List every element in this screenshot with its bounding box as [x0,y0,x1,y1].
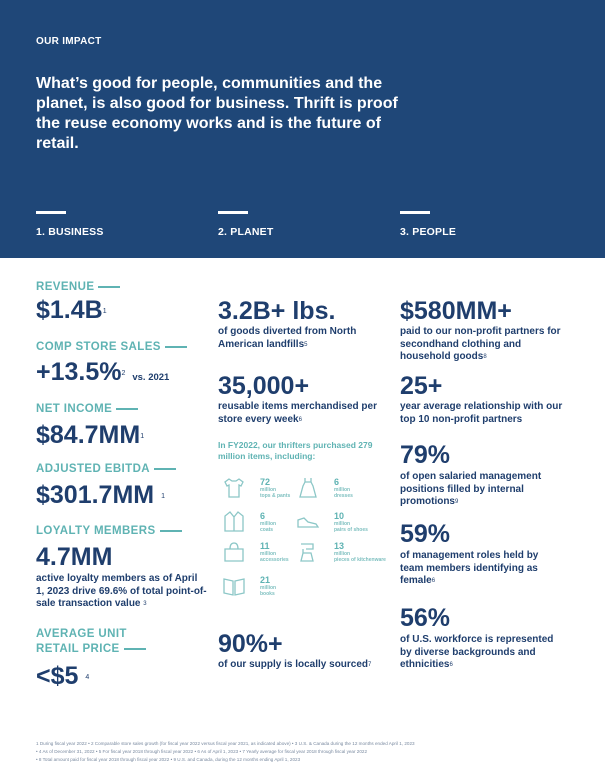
open-roles-value: 79% [400,441,451,469]
relationship-desc: year average relationship with our top 10 non-profit partners [400,401,563,425]
open-roles-desc: of open salaried management positions filled by internal promotions$^9$ [400,471,542,507]
diverse-value: 56% [400,604,451,632]
female-value: 59% [400,520,451,548]
ebitda-value: $301.7MM $^1$ [36,481,165,509]
female-desc: of management roles held by team members identifying as female$^6$ [400,550,539,586]
relationship-value: 25+ [400,372,443,400]
diverse-desc: of U.S. workforce is represented by diverse backgrounds and ethnicities$^6$ [400,634,554,670]
purchases-heading: In FY2022, our thrifters purchased 279 million items, including: [218,440,373,461]
pillar-label: 2. PLANET [218,225,274,238]
divider [218,211,248,214]
loyalty-desc: active loyalty members as of April 1, 2023 drive 69.6% of total point-of-sale transaction value $^3$ [36,573,207,609]
pillar-label: 1. BUSINESS [36,225,104,238]
ebitda-label: ADJUSTED EBITDA [36,462,176,477]
revenue-value: $\$1.4B^1$ [36,296,107,324]
comp-store-value: +13.5%$^2$ vs. 2021 [36,358,170,386]
footnote-line: 1 During fiscal year 2022 • 2 Comparable store sales growth (for fiscal year 2022 versus fiscal year 2021, as indicated above) • 3 U.S. & Canada during the 12 months ended April 1, 2023 [36,741,415,746]
mixer-icon [296,541,320,563]
footnote-line: • 8 Total amount paid for fiscal year 2018 through fiscal year 2022 • 9 U.S. and Canada, during the 12 months ending April 1, 2023 [36,757,301,762]
divider [36,211,66,214]
purchase-item: 72 million tops & pants [222,477,302,505]
net-income-label: NET INCOME [36,402,138,417]
local-desc: of our supply is locally sourced$^7$ [218,659,372,670]
footnote-line: • 4 As of December 31, 2022 • 5 For fiscal year 2018 through fiscal year 2022 • 6 As of April 1, 2023 • 7 Yearly average for fiscal year 2018 through fiscal year 2022 [36,749,367,754]
aur-value: <$5 $^4$ [36,662,90,690]
shoe-icon [296,511,320,533]
paid-value: $580MM+ [400,297,512,325]
purchase-item: 10 million pairs of shoes [296,511,376,539]
reusable-desc: reusable items merchandised per store every week$^6$ [218,401,377,425]
pillar-business [36,211,104,238]
hero-banner [0,0,605,258]
bag-icon [222,541,246,563]
shirt-icon [222,477,246,499]
pillar-label: 3. PEOPLE [400,225,457,238]
book-icon [222,575,246,597]
divider [400,211,430,214]
diverted-desc: of goods diverted from North American landfills$^5$ [218,326,357,350]
purchase-item: 6 million dresses [296,477,376,505]
purchase-item: 6 million coats [222,511,302,539]
net-income-value: $\$84.7MM^1$ [36,421,145,449]
purchase-item: 21 million books [222,575,302,603]
revenue-label: REVENUE [36,280,120,295]
comp-store-label: COMP STORE SALES [36,340,187,355]
coat-icon [222,511,246,533]
eyebrow: OUR IMPACT [36,36,102,47]
pillar-planet [218,211,273,238]
diverted-value: 3.2B+ lbs. [218,297,336,325]
loyalty-value: 4.7MM [36,543,113,571]
reusable-value: 35,000+ [218,372,310,400]
headline: What’s good for people, communities and the planet, is also good for business. Thrift is proof the reuse economy works and is the future of retail. [36,75,398,152]
dress-icon [296,477,320,499]
pillar-people [400,211,456,238]
purchase-item: 13 million pieces of kitchenware [296,541,376,569]
paid-desc: paid to our non-profit partners for secondhand clothing and household goods$^8$ [400,326,561,362]
loyalty-label: LOYALTY MEMBERS [36,524,182,539]
purchase-item: 11 million accessories [222,541,302,569]
aur-label: AVERAGE UNIT RETAIL PRICE [36,627,146,657]
local-value: 90%+ [218,630,283,658]
